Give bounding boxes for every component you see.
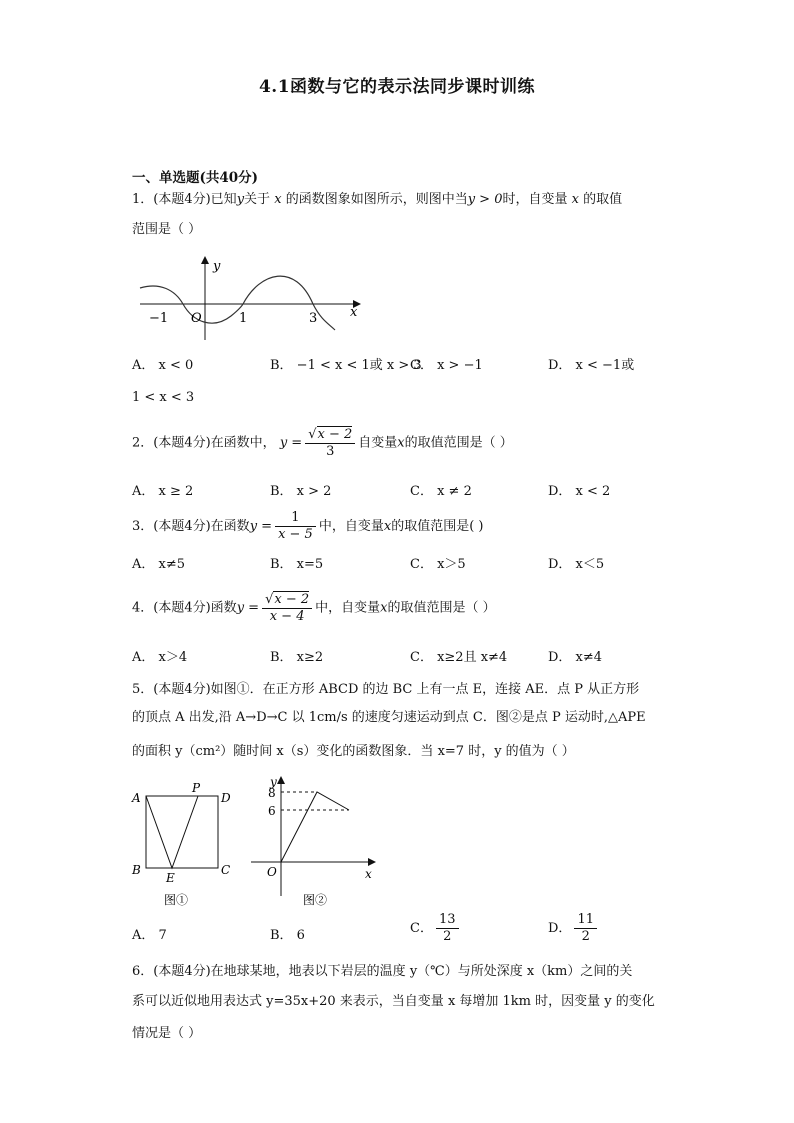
q5-option-c[interactable] bbox=[410, 912, 462, 945]
q5-option-d[interactable] bbox=[548, 912, 600, 945]
q1-stem-part: 的函数图象如图所示，则图中当 bbox=[285, 192, 468, 207]
q5-c-numerator: 13 bbox=[436, 912, 459, 929]
q3-denominator: x − 5 bbox=[278, 527, 313, 542]
q3-fraction bbox=[275, 510, 316, 543]
q2-option-b[interactable]: B． x > 2 bbox=[270, 484, 332, 499]
q1-var-x: x bbox=[274, 192, 282, 207]
q5-figure-2-graph bbox=[245, 768, 380, 910]
q2-numerator: x − 2 bbox=[317, 427, 353, 442]
q2-stem-part: 2．(本题4分)在函数中， bbox=[132, 435, 276, 451]
q3-stem-part: 的取值范围是( ) bbox=[391, 519, 484, 534]
q1-option-b[interactable]: B． −1 < x < 1或 x > 3 bbox=[270, 358, 422, 373]
question-6-stem-line3: 情况是（ ） bbox=[132, 1026, 202, 1041]
q3-option-c[interactable]: C． x＞5 bbox=[410, 557, 466, 572]
fig1-label-p: P bbox=[192, 781, 201, 795]
question-5-stem-line2: 的顶点 A 出发,沿 A→D→C 以 1cm/s 的速度匀速运动到点 C．图②是点 P 运动时,△APE bbox=[132, 710, 646, 725]
q2-formula-lhs: y = bbox=[279, 435, 303, 451]
q2-stem-part: 的取值范围是（ ） bbox=[404, 435, 513, 451]
q4-option-d[interactable]: D． x≠4 bbox=[548, 650, 603, 665]
q1-condition: y > 0 bbox=[467, 192, 503, 207]
q4-fraction: $\frac{√x - 2}{x - 4}$ bbox=[262, 591, 312, 625]
q4-denominator: x − 4 bbox=[269, 609, 305, 624]
q5-option-d-fraction bbox=[574, 912, 597, 945]
q4-option-a[interactable]: A． x＞4 bbox=[132, 650, 188, 665]
q4-option-c[interactable]: C． x≥2且 x≠4 bbox=[410, 650, 508, 665]
question-1-stem-line2: 范围是（ ） bbox=[132, 222, 202, 237]
q1-graph-x-label: x bbox=[350, 305, 358, 320]
question-6-stem-line1: 6．(本题4分)在地球某地，地表以下岩层的温度 y（℃）与所处深度 x（km）之间的关 bbox=[132, 964, 633, 979]
fig2-caption: 图② bbox=[303, 893, 328, 907]
q3-stem-part: 中，自变量 bbox=[318, 519, 384, 534]
q2-option-c[interactable]: C． x ≠ 2 bbox=[410, 484, 472, 499]
q1-graph-y-label: y bbox=[213, 259, 221, 274]
q1-stem-part: 的取值 bbox=[583, 192, 623, 207]
q5-option-c-label: C． bbox=[410, 921, 433, 936]
question-5-stem-line1: 5．(本题4分)如图①．在正方形 ABCD 的边 BC 上有一点 E，连接 AE．点 P 从正方形 bbox=[132, 682, 640, 697]
fig1-label-e: E bbox=[166, 871, 175, 885]
q1-stem-part: 1．(本题4分)已知 bbox=[132, 192, 237, 207]
q3-numerator: 1 bbox=[275, 510, 316, 527]
q5-option-c-fraction bbox=[436, 912, 459, 945]
q1-var-x: x bbox=[571, 192, 579, 207]
fig2-tick-8: 8 bbox=[268, 786, 276, 800]
q3-option-b[interactable]: B． x=5 bbox=[270, 557, 324, 572]
q2-stem-part: 自变量 bbox=[358, 435, 398, 451]
q3-formula-lhs: y = bbox=[249, 519, 273, 534]
q1-graph-tick: 1 bbox=[239, 311, 248, 326]
fig1-caption: 图① bbox=[164, 893, 189, 907]
fig1-label-a: A bbox=[132, 791, 141, 805]
fig2-tick-6: 6 bbox=[268, 804, 276, 818]
q2-var: x bbox=[397, 435, 405, 451]
section-heading: 一、单选题(共40分) bbox=[132, 170, 259, 186]
q5-option-b[interactable]: B． 6 bbox=[270, 928, 305, 943]
q4-numerator: x − 2 bbox=[274, 592, 310, 607]
question-1-stem bbox=[132, 190, 622, 210]
q1-option-d[interactable]: D． x < −1或 bbox=[548, 358, 635, 373]
q4-formula-lhs: y = bbox=[236, 600, 260, 616]
q1-option-d-cont: 1 < x < 3 bbox=[132, 390, 195, 405]
q1-function-graph bbox=[135, 252, 365, 342]
q5-d-numerator: 11 bbox=[574, 912, 597, 929]
q1-stem-part: 关于 bbox=[244, 192, 271, 207]
q2-option-d[interactable]: D． x < 2 bbox=[548, 484, 611, 499]
q3-option-d[interactable]: D． x＜5 bbox=[548, 557, 605, 572]
fig2-origin: O bbox=[267, 865, 277, 879]
q5-c-denominator: 2 bbox=[443, 929, 452, 944]
question-3-stem bbox=[132, 510, 483, 543]
question-5-stem-line3: 的面积 y（cm²）随时间 x（s）变化的函数图象．当 x=7 时，y 的值为（ ） bbox=[132, 744, 575, 759]
q4-var: x bbox=[380, 600, 388, 616]
q3-option-a[interactable]: A． x≠5 bbox=[132, 557, 186, 572]
q4-option-b[interactable]: B． x≥2 bbox=[270, 650, 324, 665]
q5-option-d-label: D． bbox=[548, 921, 572, 936]
q5-d-denominator: 2 bbox=[581, 929, 590, 944]
q1-option-a[interactable]: A． x < 0 bbox=[132, 358, 194, 373]
q2-option-a[interactable]: A． x ≥ 2 bbox=[132, 484, 194, 499]
q5-figure-1-square bbox=[128, 778, 238, 910]
fig1-label-d: D bbox=[221, 791, 231, 805]
question-2-stem bbox=[132, 426, 513, 460]
q4-stem-part: 中，自变量 bbox=[315, 600, 381, 616]
q3-stem-part: 3．(本题4分)在函数 bbox=[132, 519, 250, 534]
q1-stem-part: 时，自变量 bbox=[502, 192, 568, 207]
q2-denominator: 3 bbox=[326, 444, 335, 459]
fig2-y-label: y bbox=[270, 775, 277, 789]
q1-graph-origin: O bbox=[191, 311, 202, 326]
q4-stem-part: 4．(本题4分)函数 bbox=[132, 600, 237, 616]
q1-option-c[interactable]: C． x > −1 bbox=[410, 358, 483, 373]
fig1-label-c: C bbox=[221, 863, 231, 877]
q3-var: x bbox=[383, 519, 392, 534]
fig1-label-b: B bbox=[132, 863, 141, 877]
q1-graph-tick: −1 bbox=[149, 311, 169, 326]
q4-stem-part: 的取值范围是（ ） bbox=[387, 600, 496, 616]
q5-option-a[interactable]: A． 7 bbox=[132, 928, 167, 943]
q1-graph-tick: 3 bbox=[309, 311, 318, 326]
q1-var-y: y bbox=[236, 192, 245, 207]
q2-fraction: $\frac{√x - 2}{3}$ bbox=[305, 426, 355, 460]
fig2-x-label: x bbox=[365, 867, 372, 881]
question-6-stem-line2: 系可以近似地用表达式 y=35x+20 来表示，当自变量 x 每增加 1km 时，因变量 y 的变化 bbox=[132, 994, 655, 1009]
question-4-stem bbox=[132, 591, 496, 625]
page-title: 4.1函数与它的表示法同步课时训练 bbox=[258, 77, 536, 97]
